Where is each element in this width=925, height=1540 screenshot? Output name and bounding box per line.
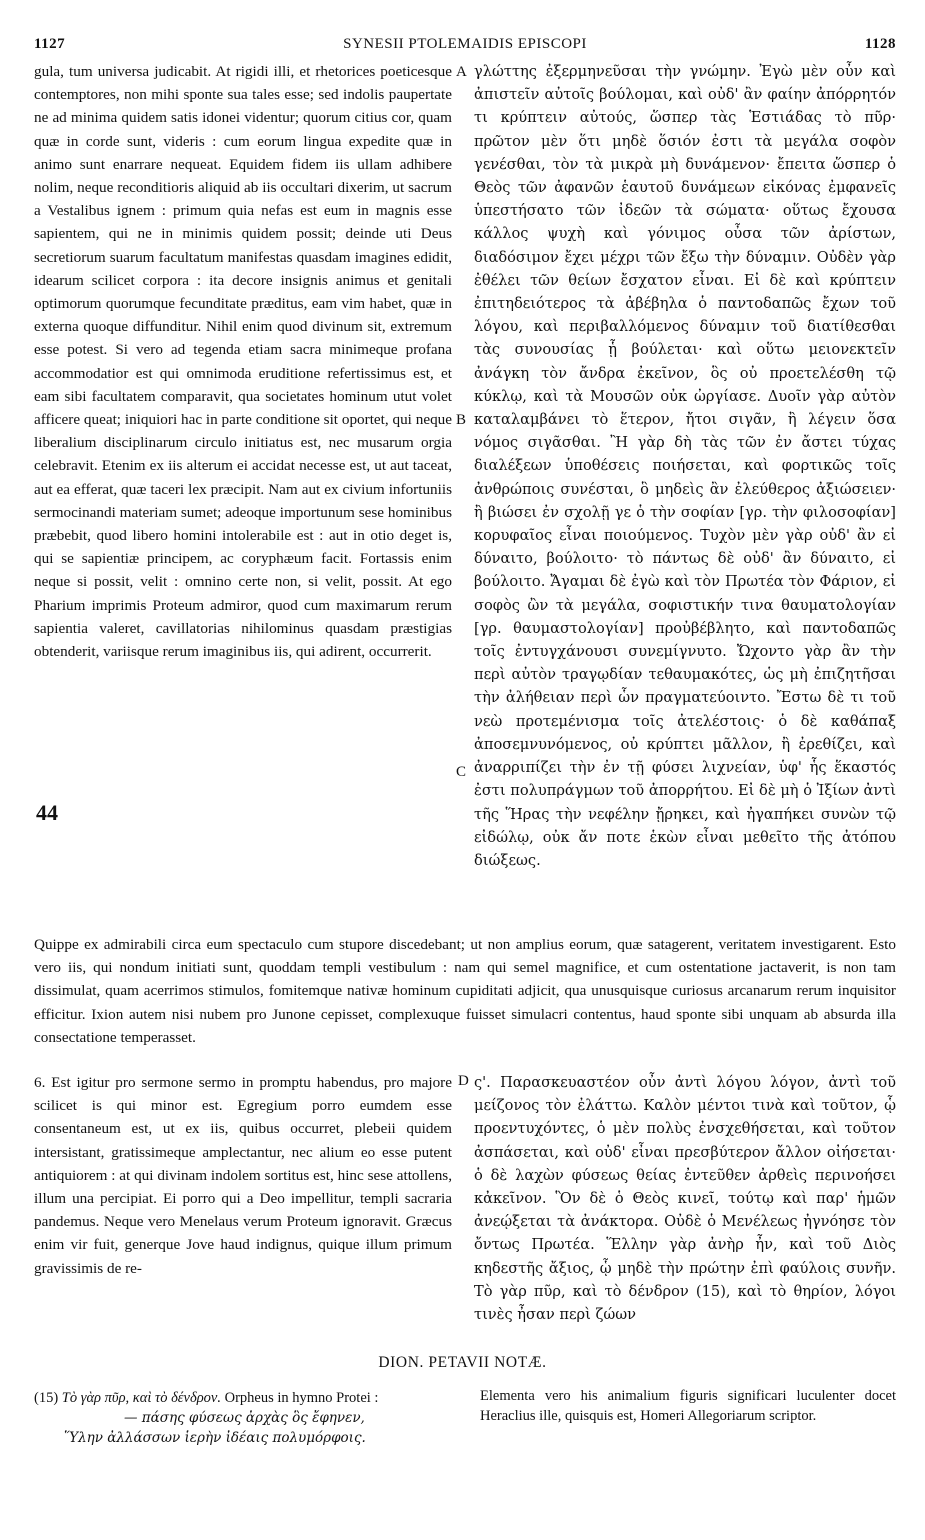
note-15-continuation: Elementa vero his animalium figuris significari luculenter docet Heraclius ille, quisquis est, Homeri Allegoriarum scriptor. bbox=[480, 1388, 896, 1424]
greek-column-section-6: ς'. Παρασκευαστέον οὖν ἀντὶ λόγου λόγον, ἀντὶ τοῦ μείζονος τὸν ἐλάττω. Καλὸν μέντοι τινὰ καὶ τοῦτον, ᾧ προεντυχόντες, ὁ μὲν πολὺς ἐνσχεθήσεται, καὶ τοῦτον ἀσπάσεται, καὶ οὐδ' εἶναι πρεσβύτερον ἄλλον οἰήσεται· ὁ δὲ λαχὼν φύσεως θείας ἐντεῦθεν ἀρθεὶς περινοήσει κἀκεῖνον. Ὃν δὲ ὁ Θεὸς κινεῖ, τούτῳ καὶ παρ' ἡμῶν ἀνεῴξεται τὰ ἀνάκτορα. Οὐδὲ ὁ Μενέλεως ἠγνόησε τὸν ὄντως Πρωτέα. Ἕλλην γὰρ ἀνὴρ ἦν, καὶ τοῦ Διὸς κηδεστῆς ἄξιος, ᾧ μηδὲ τὴν πρώτην ἐπὶ φαύλοις συνῆν. Τὸ γὰρ πῦρ, καὶ τὸ δένδρον (15), καὶ τὸ θηρίον, λόγοι τινὲς ἦσαν περὶ ζώων bbox=[474, 1074, 896, 1324]
page-number-left: 1127 bbox=[34, 36, 66, 52]
greek-column-top: γλώττης ἐξερμηνεῦσαι τὴν γνώμην. Ἐγὼ μὲν οὖν καὶ ἀπιστεῖν αὐτοῖς βούλομαι, καὶ οὐδ' ἂν φαίην ἀπόρρητόν τι κρύπτειν αὐτούς, ὥσπερ τὰς Ἑστιάδας τὸ πῦρ· πρῶτον μὲν ὅτι μηδὲ ὅσιόν ἐστι τὰ μεγάλα σοφὸν γενέσθαι, τὸν τὰ μικρὰ μὴ δυνάμενον· ἔπειτα ὥσπερ ὁ Θεὸς τῶν ἀφανῶν ἑαυτοῦ δυνάμεων εἰκόνας ἐμφανεῖς ὑπεστήσατο τῶν ἰδεῶν τὰ σώματα· οὕτως ἔχουσα κάλλος ψυχὴ καὶ γόνιμος οὖσα τῶν ἀρίστων, διαδόσιμον ἔχει μέχρι τῶν ἔξω τὴν δύναμιν. Οὐδὲν γὰρ ἐθέλει τῶν θείων ἔσχατον εἶναι. Εἰ δὲ καὶ κρύπτειν ἐπιτηδειότερος τὰ ἀβέβηλα ὁ παντοδαπῶς ἔχων τοῦ λόγου, καὶ περιβαλλόμενος δύναμιν τοῦ διατίθεσθαι τὰς συνουσίας ᾗ βούλεται· καὶ οὕτω μειονεκτεῖν ἀνάγκη τὸν ἄνδρα ἐκεῖνον, ὃς οὐ προετελέσθη τῷ κύκλῳ, καὶ τὰ Μουσῶν οὐκ ὠργίασε. Δυοῖν γὰρ αὐτὸν καταλαμβάνει τὸ ἕτερον, ἤτοι σιγᾶν, ἢ λέγειν ὅσα νόμος σιγᾶσθαι. Ἢ γὰρ δὴ τὰς τῶν ἐν ἄστει τύχας διαλέξεων ὑποθέσεις ποιήσεται, καὶ φορτικῶς τοῖς ἀνθρώποις συνέσται, ὃ μηδεὶς ἂν ἐλεύθερος ἀξιώσειεν· ἢ βιώσει ἐν σχολῇ γε ὁ τὴν σοφίαν [γρ. τὴν φιλοσοφίαν] κορυφαῖος εἶναι ποιούμενος. Τυχὸν μὲν γὰρ οὐδ' ἂν εἰ δύναιτο, βούλοιτο· τὸ πάντως δὲ οὐδ' ἂν δύναιτο, εἰ βούλοιτο. Ἄγαμαι δὲ ἐγὼ καὶ τὸν Πρωτέα τὸν Φάριον, εἰ σοφὸς ὢν τὰ μεγάλα, σοφιστικήν τινα θαυματολογίαν [γρ. θαυμαστολογίαν] προὐβέβλητο, καὶ παντοδαπῶς τοῖς ἐντυγχάνουσι συνεμίγνυτο. Ὤχοντο γὰρ ἂν τὴν περὶ αὐτὸν τραγῳδίαν τεθαυμακότες, ὡς μὴ ἐπιζητῆσαι τὴν ἀλήθειαν περὶ ὧν πραγματεύοιντο. Ἔστω δὲ τι τοῦ νεὼ προτεμένισμα τοῖς ἀτελέστοις· ὁ δὲ καθάπαξ ἀποσεμνυνόμενος, οὐ κρύπτει μᾶλλον, ἢ ἐρεθίζει, καὶ ἀναρριπίζει τὴν ἐν τῇ φύσει λιχνείαν, ὑφ' ἧς ἕκαστός ἐστι πολυπράγμων τοῦ ἀπορρήτου. Εἰ δὲ μὴ ὁ Ἰξίων ἀντὶ τῆς Ἥρας τὴν νεφέλην ᾔρηκει, καὶ ἠγαπήκει συνὼν τῷ εἰδώλῳ, οὐκ ἄν ποτε ἑκὼν εἶναι μεθεῖτο τῆς ἀτόπου διώξεως. bbox=[474, 63, 896, 869]
latin-full-width-paragraph: Quippe ex admirabili circa eum spectaculo cum stupore discedebant; ut non amplius eorum, quæ satagerent, veritatem investigarent. Esto vero iis, qui nondum initiati sunt, quoddam templi vestibulum : nam qui semel magnifice, et cum ostentatione jactaverit, is non tam dissimulat, quam acerrimos stimulos, fomitemque nativæ hominum cupiditati adjicit, qua unusquisque curiosus arcanarum rerum inquisitor efficitur. Ixion autem nisi nubem pro Junone cepisset, complexuque fuisset simulacri contentus, haud sponte sibi unquam ab absurda illa consectatione temperasset. bbox=[34, 936, 896, 1046]
latin-column-top: gula, tum universa judicabit. At rigidi illi, et rhetorices poeticesque contemptores, non mihi sponte sua tales esse; sed indolis paupertate ne ad minima quidem satis idonei videntur; quorum citius cor, quam quæ in corde sunt, videris : cum eorum lingua expedite quæ in animo sunt enarrare nequeat. Equidem fidem iis ullam adhibere nolim, neque reconditioris aliquid ab iis occultari dixerim, ut sacrum a Vestalibus ignem : primum quia nefas est eum in magnis esse sapientem, qui ne in minimis quidem possit; deinde uti Deus secretiorum suarum facultatum manifestas quasdam imagines edidit, idearum scilicet corpora : ita decore insignis animus et genitali optimorum quorumque fecunditate præditus, eam vim habet, quæ in externa quoque diffunditur. Nihil enim quod divinum sit, extremum esse potest. Si vero ad tegenda etiam sacra minimeque profana accommodatior est qui omnimoda eruditione refertissimus est, et eam sibi facultatem comparavit, qua societates hominum utut volet afficere queat; iniquiori hac in parte conditione sit oportet, qui neque liberalium disciplinarum circulo initiatus est, nec musarum orgia celebravit. Etenim ex iis alterum ei accidat necesse est, ut aut taceat, aut ea efferat, quæ taceri lex præcipit. Nam aut ex civium infortuniis sermocinandi materiam sumet; adeoque importunum sese hominibus præbebit, quod libero homini intolerabile est : aut in otio deget is, qui se sapientiæ principem, ac coryphæum facit. Fortassis enim neque si possit, velit : omnino certe non, si velit, possit. At ego Pharium imprimis Proteum admiror, quod cum maximarum rerum sapientia valeret, cavillatorias nihilominus quasdam præstigias obtenderit, variisque rerum imaginibus iis, qui adirent, occurrerit. bbox=[34, 63, 452, 661]
note-lemma: Τὸ γὰρ πῦρ, καὶ τὸ δένδρον. bbox=[61, 1390, 221, 1406]
latin-column-section-6: 6. Est igitur pro sermone sermo in promptu habendus, pro majore scilicet is qui minor est. Egregium porro eumdem esse consentaneum est, ut ex iis, quibus occurret, plebeii quidem intersistant, gratissimeque amplectantur, nec alium eo esse putent antiquiorem : at qui divinam indolem sortitus est, hinc sese attollens, illum una percipiat. Ei porro qui a Deo impellitur, templi sacraria pandemus. Neque vero Menelaus verum Proteum ignoravit. Græcus enim vir fuit, generque Jove haud indignus, quique illum primum gravissimis de re- bbox=[34, 1074, 452, 1277]
margin-letter-d: D bbox=[458, 1073, 469, 1089]
note-15 bbox=[34, 1388, 454, 1448]
note-verse-1: — πάσης φύσεως ἀρχὰς ὃς ἔφηνεν, bbox=[124, 1410, 365, 1426]
page-number-right: 1128 bbox=[864, 36, 896, 52]
note-number: (15) bbox=[34, 1390, 59, 1406]
note-verse-2: Ὕλην ἀλλάσσων ἱερὴν ἰδέαις πολυμόρφοις. bbox=[64, 1430, 366, 1446]
page-header bbox=[34, 36, 896, 58]
margin-letter-a: A bbox=[456, 64, 467, 80]
margin-letter-b: B bbox=[456, 412, 467, 428]
column-number-44: 44 bbox=[36, 800, 58, 825]
note-intro: Orpheus in hymno Protei : bbox=[224, 1390, 379, 1406]
margin-letter-c: C bbox=[456, 764, 467, 780]
running-title: SYNESII PTOLEMAIDIS EPISCOPI bbox=[343, 36, 587, 52]
notes-heading: DION. PETAVII NOTÆ. bbox=[378, 1354, 547, 1371]
